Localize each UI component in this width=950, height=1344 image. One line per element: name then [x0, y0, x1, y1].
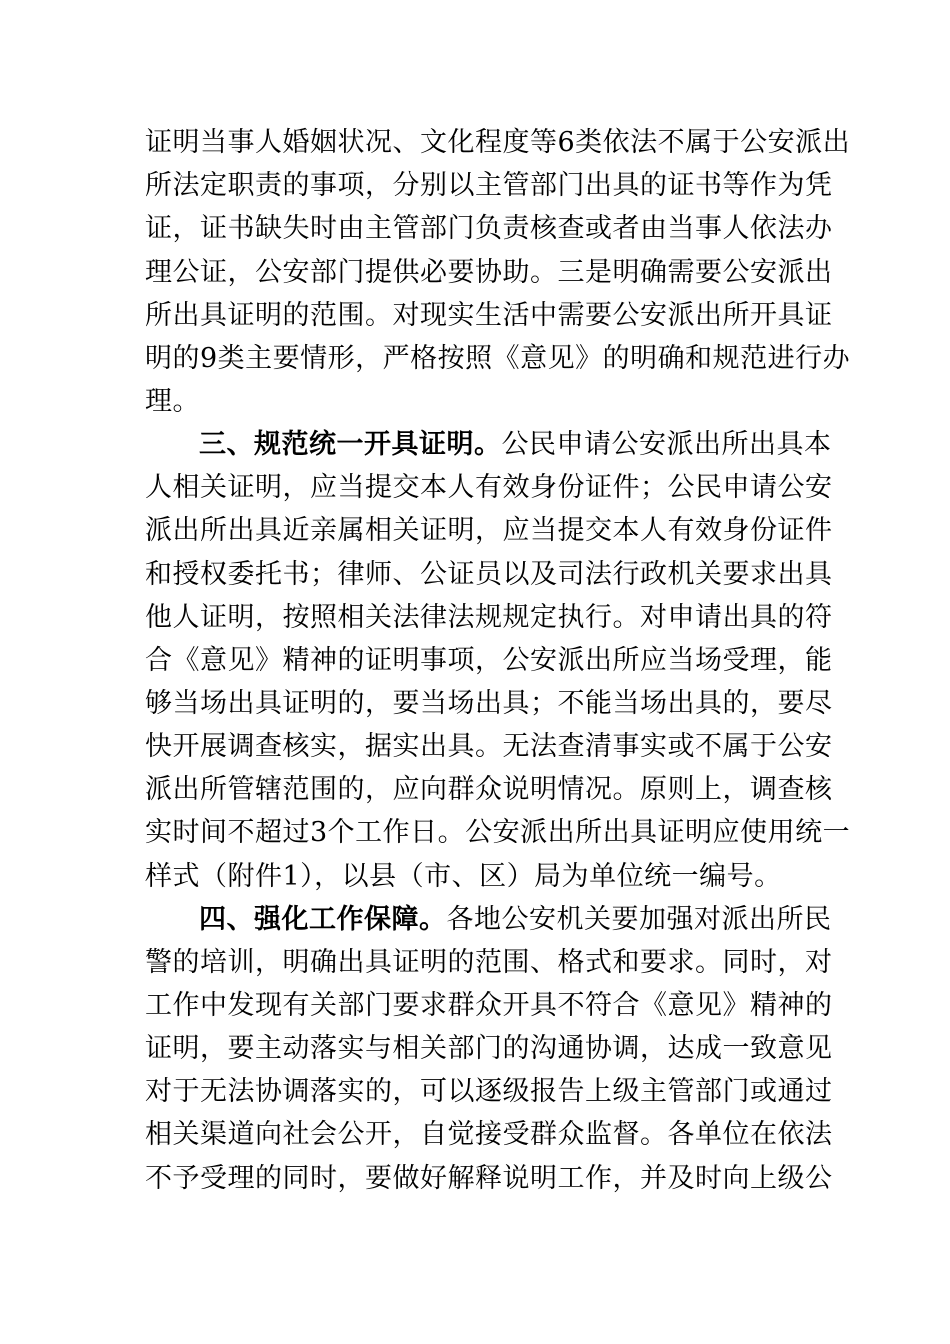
paragraph-3-line-4: 证明，要主动落实与相关部门的沟通协调，达成一致意见: [145, 1033, 833, 1064]
paragraph-1-line-3: 证，证书缺失时由主管部门负责核查或者由当事人依法办: [145, 213, 833, 244]
paragraph-2-line-2: 人相关证明，应当提交本人有效身份证件；公民申请公安: [145, 472, 833, 503]
paragraph-2-line-4: 和授权委托书；律师、公证员以及司法行政机关要求出具: [145, 559, 833, 590]
paragraph-3-line-5: 对于无法协调落实的，可以逐级报告上级主管部门或通过: [145, 1076, 833, 1107]
paragraph-1-line-5: 所出具证明的范围。对现实生活中需要公安派出所开具证: [145, 300, 833, 331]
paragraph-3-line-7: 不予受理的同时，要做好解释说明工作，并及时向上级公: [145, 1163, 833, 1194]
paragraph-3-line-2: 警的培训，明确出具证明的范围、格式和要求。同时，对: [145, 947, 833, 978]
paragraph-3-line-1: [199, 900, 832, 940]
paragraph-3-line-1-text: 各地公安机关要加强对派出所民: [446, 904, 832, 935]
paragraph-2-line-1-text: 公民申请公安派出所出具本: [501, 429, 832, 460]
paragraph-2-line-3: 派出所出具近亲属相关证明，应当提交本人有效身份证件: [145, 515, 833, 546]
paragraph-1-line-6: 明的9类主要情形，严格按照《意见》的明确和规范进行办: [145, 343, 851, 374]
paragraph-2-line-7: 够当场出具证明的，要当场出具；不能当场出具的，要尽: [145, 688, 833, 719]
paragraph-2-line-5: 他人证明，按照相关法律法规规定执行。对申请出具的符: [145, 602, 833, 633]
paragraph-2-line-6: 合《意见》精神的证明事项，公安派出所应当场受理，能: [145, 645, 833, 676]
paragraph-2-line-8: 快开展调查核实，据实出具。无法查清事实或不属于公安: [145, 731, 833, 762]
paragraph-1-line-7: 理。: [145, 386, 200, 417]
paragraph-2-line-1: [199, 425, 832, 465]
paragraph-3-line-3: 工作中发现有关部门要求群众开具不符合《意见》精神的: [145, 990, 833, 1021]
paragraph-2-line-10: 实时间不超过3个工作日。公安派出所出具证明应使用统一: [145, 817, 851, 848]
paragraph-2-line-9: 派出所管辖范围的，应向群众说明情况。原则上，调查核: [145, 774, 833, 805]
section-heading-4: 四、强化工作保障。: [199, 904, 447, 935]
paragraph-1-line-2: 所法定职责的事项，分别以主管部门出具的证书等作为凭: [145, 170, 833, 201]
paragraph-1-line-1: 证明当事人婚姻状况、文化程度等6类依法不属于公安派出: [145, 127, 851, 158]
paragraph-3-line-6: 相关渠道向社会公开，自觉接受群众监督。各单位在依法: [145, 1119, 833, 1150]
paragraph-2-line-11: 样式（附件1），以县（市、区）局为单位统一编号。: [145, 861, 782, 892]
paragraph-1-line-4: 理公证，公安部门提供必要协助。三是明确需要公安派出: [145, 257, 833, 288]
section-heading-3: 三、规范统一开具证明。: [199, 429, 502, 460]
